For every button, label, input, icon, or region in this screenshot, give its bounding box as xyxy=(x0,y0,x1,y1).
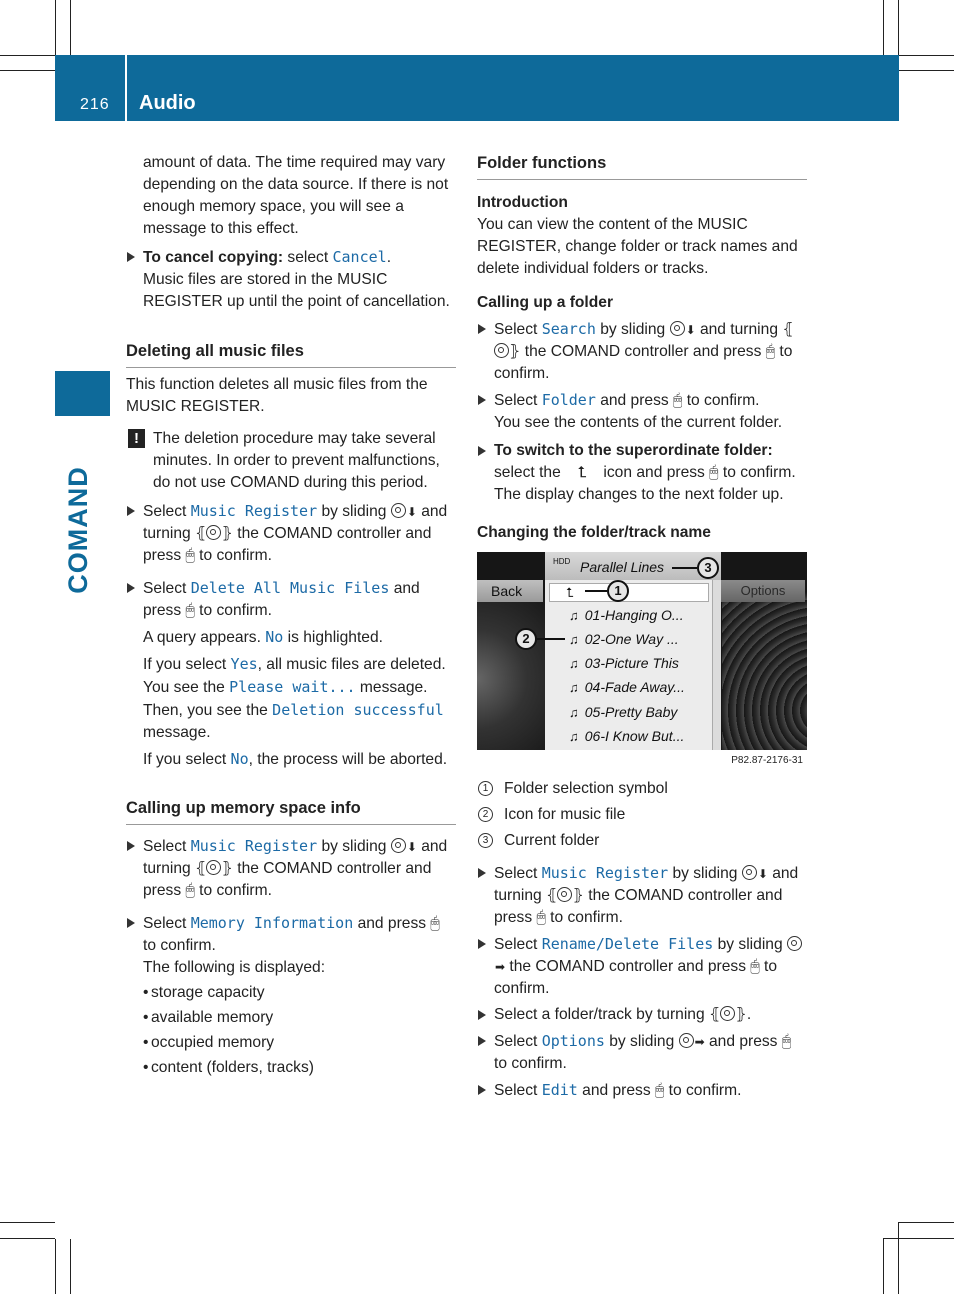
music-note-icon: ♫ xyxy=(569,705,579,720)
memory-step-1 xyxy=(126,835,456,902)
delete-step-1 xyxy=(126,500,456,567)
crop-mark xyxy=(883,1239,884,1294)
crop-mark xyxy=(55,1239,56,1294)
introduction-text: You can view the content of the MUSIC REGISTER, change folder or track names and delete individual folders or tracks. xyxy=(477,216,798,277)
step-text: to confirm. xyxy=(194,882,272,899)
controller-slide-down-icon xyxy=(391,838,406,853)
step-text: the COMAND controller and press xyxy=(520,343,766,360)
current-folder-title: Parallel Lines xyxy=(580,559,665,575)
crop-mark xyxy=(55,0,56,55)
section-title: Audio xyxy=(139,92,196,114)
cancel-step xyxy=(126,246,456,313)
note-text: message. xyxy=(143,724,211,741)
controller-slide-down-icon xyxy=(670,321,685,336)
step-text: select the xyxy=(494,464,566,481)
music-note-icon: ♫ xyxy=(569,608,579,623)
folder-step-1 xyxy=(477,318,807,385)
delete-intro: This function deletes all music files from the MUSIC REGISTER. xyxy=(126,376,428,415)
query-note xyxy=(143,626,456,649)
folder-up-icon: ⮤ xyxy=(566,585,574,600)
subheading-introduction: Introduction xyxy=(477,194,568,211)
memory-bullet-list xyxy=(126,982,456,1079)
track-item[interactable] xyxy=(569,652,679,675)
step-note: You see the contents of the current folder. xyxy=(494,414,783,431)
step-note: Music files are stored in the MUSIC REGISTER up until the point of cancellation. xyxy=(143,271,450,310)
folder-selection-row[interactable] xyxy=(549,583,709,602)
step-text: and press xyxy=(704,1033,782,1050)
figure-legend xyxy=(477,778,807,852)
step-text: to confirm. xyxy=(545,909,623,926)
controller-slide-down-icon xyxy=(742,865,757,880)
step-text: Select xyxy=(143,503,191,520)
no-note xyxy=(143,748,456,771)
ui-text-rename-delete: Rename/Delete Files xyxy=(541,935,714,953)
edit-step-4 xyxy=(477,1030,807,1075)
step-text: the COMAND controller and press xyxy=(505,958,751,975)
ui-text-no: No xyxy=(230,750,249,768)
controller-turn-icon: ⦃ ⦄ xyxy=(195,860,233,877)
edit-step-1 xyxy=(477,862,807,929)
note-text: If you select xyxy=(143,751,231,768)
press-icon: 🖱 xyxy=(750,958,760,975)
controller-icon xyxy=(494,343,509,358)
step-text: by sliding xyxy=(604,1033,679,1050)
arrow-down-icon: ⬇ xyxy=(406,505,417,519)
callout-line xyxy=(672,567,697,569)
step-text: Select xyxy=(494,392,542,409)
delete-step-2 xyxy=(126,577,456,771)
display-background xyxy=(477,592,545,750)
step-text: and press xyxy=(577,1082,655,1099)
step-arrow-icon xyxy=(127,841,135,851)
step-text: to confirm. xyxy=(682,392,760,409)
step-text: to confirm. xyxy=(143,937,216,954)
step-text: and press xyxy=(353,915,431,932)
music-note-icon: ♫ xyxy=(569,656,579,671)
display-background xyxy=(722,592,807,750)
ui-text-deletion-successful: Deletion successful xyxy=(272,701,444,719)
crop-mark xyxy=(898,0,899,55)
heading-folder-functions: Folder functions xyxy=(477,152,807,180)
crop-mark xyxy=(0,1222,55,1223)
callout-line xyxy=(537,638,565,640)
ui-text-music-register: Music Register xyxy=(541,864,669,882)
legend-item xyxy=(477,804,807,826)
crop-mark xyxy=(70,0,71,55)
step-text: . xyxy=(746,1006,752,1023)
edit-step-2 xyxy=(477,933,807,1000)
press-icon: 🖱 xyxy=(673,392,683,409)
track-item[interactable] xyxy=(569,604,684,627)
comand-display-screenshot xyxy=(477,552,807,750)
step-text: to confirm. xyxy=(718,464,796,481)
step-text: Select xyxy=(494,321,542,338)
header-divider xyxy=(125,55,127,121)
list-item: • available memory xyxy=(126,1007,456,1029)
crop-mark xyxy=(899,1222,954,1223)
step-text: and press xyxy=(143,580,420,619)
track-name: 02-One Way ... xyxy=(584,631,679,647)
step-text: Select xyxy=(494,1033,542,1050)
warning-note xyxy=(126,428,456,494)
step-text: to confirm. xyxy=(494,958,778,997)
step-text: and turning xyxy=(143,503,448,542)
crop-mark xyxy=(70,1239,71,1294)
step-text: Select xyxy=(143,838,191,855)
step-arrow-icon xyxy=(127,252,135,262)
yes-note xyxy=(143,653,456,744)
legend-number: 3 xyxy=(478,833,493,848)
track-name: 03-Picture This xyxy=(584,655,679,671)
press-icon: 🖱 xyxy=(765,343,776,360)
press-icon: 🖱 xyxy=(430,915,440,932)
note-text: A query appears. xyxy=(143,629,266,646)
step-arrow-icon xyxy=(478,1085,486,1095)
press-icon: 🖱 xyxy=(185,882,195,899)
step-arrow-icon xyxy=(478,446,486,456)
track-name: 06-I Know But... xyxy=(584,728,685,744)
folder-up-icon: ⮤ xyxy=(577,464,587,481)
ui-text-yes: Yes xyxy=(230,655,258,673)
track-item[interactable] xyxy=(569,701,677,724)
continued-paragraph: amount of data. The time required may vary depending on the data source. If there is not enough memory space, you will see a message to this effect. xyxy=(143,154,449,237)
ui-text-no: No xyxy=(265,628,284,646)
left-column xyxy=(126,152,456,1079)
ui-text-edit: Edit xyxy=(541,1081,578,1099)
controller-turn-icon: ⦃ ⦄ xyxy=(708,1006,747,1023)
step-arrow-icon xyxy=(127,583,135,593)
legend-item xyxy=(477,778,807,800)
legend-text: Icon for music file xyxy=(504,806,626,823)
crop-mark xyxy=(899,70,954,71)
ui-text-search: Search xyxy=(541,320,596,338)
music-note-icon: ♫ xyxy=(569,632,579,647)
list-item: • occupied memory xyxy=(126,1032,456,1054)
track-item[interactable] xyxy=(569,676,685,699)
warning-text: The deletion procedure may take several minutes. In order to prevent malfunctions, do not use COMAND during this period. xyxy=(153,430,440,491)
edit-step-5 xyxy=(477,1079,807,1102)
step-text: by sliding xyxy=(317,838,391,855)
step-text: Select a folder/track by turning xyxy=(494,1006,709,1023)
press-icon: 🖱 xyxy=(654,1082,665,1099)
ui-text-delete-all: Delete All Music Files xyxy=(190,579,390,597)
hdd-icon: HDD xyxy=(553,557,571,566)
step-arrow-icon xyxy=(478,324,486,334)
controller-icon xyxy=(720,1006,735,1021)
ui-text-please-wait: Please wait... xyxy=(229,678,356,696)
step-text: to confirm. xyxy=(664,1082,742,1099)
list-scrollbar[interactable] xyxy=(712,580,721,750)
step-arrow-icon xyxy=(478,1010,486,1020)
callout-line xyxy=(585,590,607,592)
step-text: select xyxy=(287,249,333,266)
step-label: To cancel copying: xyxy=(143,249,284,266)
step-note: The display changes to the next folder up. xyxy=(494,486,784,503)
warning-icon: ! xyxy=(128,429,145,448)
page-number: 216 xyxy=(80,96,110,113)
step-text: Select xyxy=(143,580,191,597)
step-text: and turning xyxy=(695,321,783,338)
music-note-icon: ♫ xyxy=(569,729,579,744)
step-text: to confirm. xyxy=(194,547,272,564)
step-label: To switch to the superordinate folder: xyxy=(494,442,773,459)
controller-turn-icon: ⦃ ⦄ xyxy=(195,525,233,542)
crop-mark xyxy=(0,1238,55,1239)
ui-text-options: Options xyxy=(541,1032,605,1050)
step-text: the COMAND controller and press xyxy=(143,860,432,899)
step-text: to confirm. xyxy=(494,1055,567,1072)
arrow-right-icon: ➡ xyxy=(694,1035,705,1049)
crop-mark xyxy=(898,1222,899,1294)
track-name: 04-Fade Away... xyxy=(584,679,685,695)
track-item[interactable] xyxy=(569,628,679,651)
press-icon: 🖱 xyxy=(781,1033,792,1050)
step-arrow-icon xyxy=(478,1036,486,1046)
step-text: by sliding xyxy=(317,503,391,520)
folder-step-3 xyxy=(477,440,807,506)
controller-icon xyxy=(557,887,572,902)
track-item[interactable] xyxy=(569,725,684,748)
step-arrow-icon xyxy=(127,918,135,928)
arrow-down-icon: ⬇ xyxy=(406,840,417,854)
ui-text-folder: Folder xyxy=(541,391,596,409)
ui-text-memory-information: Memory Information xyxy=(190,914,354,932)
legend-text: Folder selection symbol xyxy=(504,780,668,797)
ui-text-cancel: Cancel xyxy=(332,248,387,266)
press-icon: 🖱 xyxy=(185,602,195,619)
subheading-calling-folder: Calling up a folder xyxy=(477,294,614,311)
step-text: Select xyxy=(143,915,191,932)
step-arrow-icon xyxy=(127,506,135,516)
step-text: by sliding xyxy=(668,865,742,882)
step-text: . xyxy=(386,249,392,266)
ui-text-music-register: Music Register xyxy=(190,837,318,855)
step-text: Select xyxy=(494,1082,542,1099)
ui-text-music-register: Music Register xyxy=(190,502,318,520)
step-text: by sliding xyxy=(713,936,787,953)
step-text: Select xyxy=(494,936,542,953)
heading-delete-all: Deleting all music files xyxy=(126,340,456,368)
legend-item xyxy=(477,830,807,852)
options-button[interactable]: Options xyxy=(721,580,805,602)
step-text: by sliding xyxy=(595,321,670,338)
step-arrow-icon xyxy=(478,395,486,405)
step-text: and press xyxy=(595,392,674,409)
crop-mark xyxy=(0,55,55,56)
step-text: and turning xyxy=(494,865,799,904)
crop-mark xyxy=(899,55,954,56)
step-arrow-icon xyxy=(478,939,486,949)
press-icon: 🖱 xyxy=(536,909,546,926)
arrow-down-icon: ⬇ xyxy=(757,867,768,881)
callout-2: 2 xyxy=(515,628,537,650)
step-text: the COMAND controller and press xyxy=(143,525,432,564)
step-arrow-icon xyxy=(478,868,486,878)
track-name: 01-Hanging O... xyxy=(584,607,684,623)
folder-step-2 xyxy=(477,389,807,434)
controller-turn-icon: ⦃ ⦄ xyxy=(546,887,584,904)
press-icon: 🖱 xyxy=(709,464,719,481)
legend-number: 1 xyxy=(478,781,493,796)
arrow-down-icon: ⬇ xyxy=(685,323,696,337)
following-note: The following is displayed: xyxy=(143,959,326,976)
heading-memory-info: Calling up memory space info xyxy=(126,797,456,825)
controller-icon xyxy=(206,860,221,875)
step-text: and turning xyxy=(143,838,448,877)
legend-text: Current folder xyxy=(504,832,600,849)
crop-mark xyxy=(0,70,55,71)
music-note-icon: ♫ xyxy=(569,680,579,695)
step-text: Select xyxy=(494,865,542,882)
note-text: Then, you see the xyxy=(143,702,273,719)
memory-step-2 xyxy=(126,912,456,979)
note-text: is highlighted. xyxy=(283,629,383,646)
subheading-changing-name: Changing the folder/track name xyxy=(477,524,711,541)
figure-id: P82.87-2176-31 xyxy=(731,755,803,766)
step-text: to confirm. xyxy=(194,602,272,619)
side-tab xyxy=(55,371,110,416)
list-item: • content (folders, tracks) xyxy=(126,1057,456,1079)
side-tab-text: COMAND xyxy=(63,466,93,594)
crop-mark xyxy=(883,0,884,55)
callout-3: 3 xyxy=(697,557,719,579)
note-text: , all music files are deleted. You see the xyxy=(143,656,446,696)
controller-icon xyxy=(206,525,221,540)
edit-step-3 xyxy=(477,1004,807,1026)
back-button[interactable]: Back xyxy=(477,580,543,602)
right-column xyxy=(477,152,807,1102)
track-name: 05-Pretty Baby xyxy=(584,704,678,720)
crop-mark xyxy=(883,1238,954,1239)
step-text: the COMAND controller and press xyxy=(494,887,783,926)
step-text: to confirm. xyxy=(494,343,793,382)
legend-number: 2 xyxy=(478,807,493,822)
note-text: If you select xyxy=(143,656,231,673)
arrow-right-icon: ➡ xyxy=(495,960,506,974)
controller-slide-down-icon xyxy=(391,503,406,518)
note-text: , the process will be aborted. xyxy=(248,751,448,768)
press-icon: 🖱 xyxy=(185,547,195,564)
controller-slide-right-icon xyxy=(787,936,802,951)
list-item: • storage capacity xyxy=(126,982,456,1004)
callout-1: 1 xyxy=(607,580,629,602)
controller-slide-right-icon xyxy=(679,1033,694,1048)
controller-turn-icon: ⦃⦄ xyxy=(494,321,794,360)
step-text: icon and press xyxy=(599,464,710,481)
note-text: message. xyxy=(355,679,428,696)
